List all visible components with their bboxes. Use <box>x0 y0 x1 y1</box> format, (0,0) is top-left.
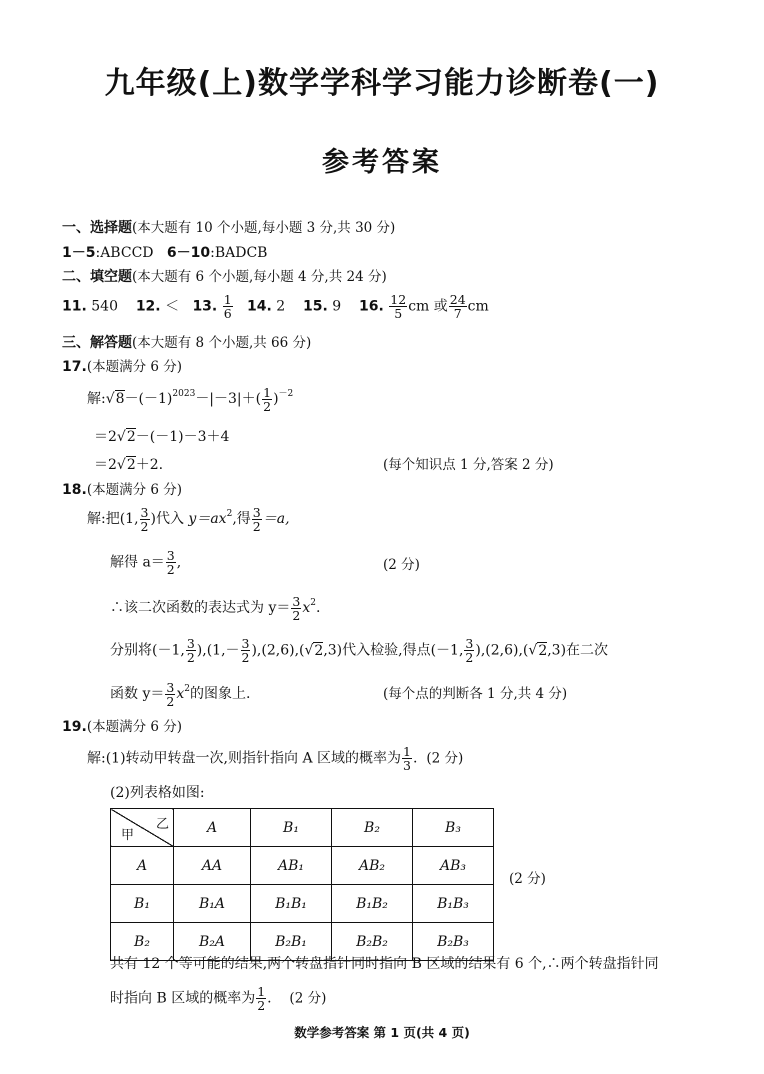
table-cell: B₂B₂ <box>332 923 413 961</box>
q18-label: 18. <box>62 482 87 498</box>
q18-header <box>62 481 182 499</box>
q18-l4-num-1: 3 <box>186 636 195 651</box>
section2-header <box>62 268 387 286</box>
section2-answers <box>62 293 489 320</box>
q19-score: (本题满分 6 分) <box>86 719 183 735</box>
q17-line-1: 解$:√8-(-1)^{2023}-|-3|+$( $\frac{1}{2}$ )$^{-2}$ <box>87 384 294 414</box>
row-header: B₁ <box>111 885 174 923</box>
q18-l5-den: 2 <box>166 693 175 709</box>
q16-fraction-1 <box>389 293 407 320</box>
col-header: B₁ <box>251 809 332 847</box>
q16-unit-1: cm 或 <box>408 298 448 315</box>
q17-exponent: 2023 <box>172 389 196 399</box>
q16-denominator-2: 7 <box>453 306 462 321</box>
q16-fraction-2 <box>449 293 467 320</box>
section3-header <box>62 334 311 352</box>
q14-answer: 2 <box>276 298 286 315</box>
q18-l1-func: y＝ax <box>188 511 227 527</box>
q17-header <box>62 358 182 376</box>
q18-l5-a: 函数 y＝ <box>110 686 165 702</box>
q18-l3-frac <box>291 595 301 622</box>
row-header: A <box>111 847 174 885</box>
probability-table <box>110 808 494 961</box>
q16-unit-2: cm <box>467 298 489 315</box>
q18-l4-c: ),(2,6),( <box>251 642 305 659</box>
q19-l4-den: 2 <box>257 998 266 1013</box>
header-left-label: 甲 <box>121 828 135 843</box>
q19-header <box>62 718 182 736</box>
q18-l4-b: ),(1,－ <box>196 642 240 659</box>
table-cell: AB₃ <box>413 847 494 885</box>
q19-line-3: 共有 12 个等可能的结果,两个转盘指针同时指向 B 区域的结果有 6 个,∴两个转盘指针同 <box>110 956 659 972</box>
q17-line-3: ＝2√2＋2. <box>94 457 164 473</box>
q18-l3-num: 3 <box>292 593 301 609</box>
q18-l2-b: , <box>176 554 182 571</box>
q18-l4-a: 分别将(－1, <box>110 642 185 659</box>
q13-label: 13. <box>192 298 218 315</box>
q18-l1-frac <box>140 506 150 533</box>
q17-score: (本题满分 6 分) <box>86 359 183 375</box>
q18-line-2 <box>110 549 181 576</box>
q19-l1-num: 1 <box>403 744 411 759</box>
section2-note: (本大题有 6 个小题,每小题 4 分,共 24 分) <box>132 269 387 285</box>
q19-label: 19. <box>62 719 87 735</box>
q19-l4-num: 1 <box>257 984 266 999</box>
section3-heading: 三、解答题 <box>62 335 132 351</box>
q16-numerator-2: 24 <box>449 292 466 307</box>
q18-l1-num-2: 3 <box>252 504 261 520</box>
q17-scoring-note: (每个知识点 1 分,答案 2 分) <box>383 457 554 473</box>
table-row <box>111 885 494 923</box>
q18-line-4: 分别将(－1, $\frac{3}{2}$ ),(1,－ $\frac{3}{2}$ ),(2,6),(√2,3)代入检验,得点(－1, $\frac{3}{2}$ ),(2,6),(√2,3)在二次 <box>110 636 609 665</box>
q18-l1-den-2: 2 <box>252 518 261 534</box>
q18-score: (本题满分 6 分) <box>86 482 183 498</box>
q13-denominator: 6 <box>223 306 232 321</box>
q18-l2-den: 2 <box>166 562 175 577</box>
section1-header <box>62 219 395 237</box>
page-title: 九年级(上)数学学科学习能力诊断卷(一) <box>104 66 660 101</box>
table-cell: AA <box>174 847 251 885</box>
q18-l1-f: ,得 <box>232 511 251 527</box>
q18-l1-i: ＝a, <box>262 511 290 527</box>
q18-l4-num-2: 3 <box>241 636 250 651</box>
q19-l4-b: . <box>267 990 272 1007</box>
q17-l2-a: ＝2 <box>94 429 117 445</box>
q18-l1-frac-2 <box>252 506 262 533</box>
q19-line-2: (2)列表格如图: <box>110 785 205 801</box>
q18-l3-exp: 2 <box>310 598 316 608</box>
q18-l4-den-2: 2 <box>241 650 250 665</box>
q18-l4-e: ,3)代入检验,得点(－1, <box>323 642 464 659</box>
q18-l4-radicand-2: 2 <box>538 642 548 659</box>
q17-line-2: ＝2√2－(－1)－3＋4 <box>94 429 230 445</box>
q18-l2-note: (2 分) <box>383 557 420 573</box>
q19-line-1 <box>87 745 463 772</box>
section1-note: (本大题有 10 个小题,每小题 3 分,共 30 分) <box>132 220 396 236</box>
q18-l3-x: x <box>302 600 311 616</box>
q19-l4-note: (2 分) <box>289 990 327 1007</box>
q19-l4-a: 时指向 B 区域的概率为 <box>110 990 256 1007</box>
q18-l1-den: 2 <box>140 518 149 534</box>
q17-l2-radicand: 2 <box>126 429 136 445</box>
table-cell: B₁B₃ <box>413 885 494 923</box>
section3-note: (本大题有 8 个小题,共 66 分) <box>132 335 312 351</box>
table-cell: B₂A <box>174 923 251 961</box>
q19-l1-note: (2 分) <box>426 750 464 767</box>
q18-l4-frac-3 <box>464 637 474 664</box>
q17-l3-a: ＝2 <box>94 457 117 473</box>
q18-line-5 <box>110 680 250 708</box>
q18-l1-exp: 2 <box>226 509 233 519</box>
q17-l3-rest: ＋2. <box>135 457 164 473</box>
q18-l2-num: 3 <box>166 548 175 563</box>
q18-l4-f: ),(2,6),( <box>475 642 529 659</box>
q17-exponent-2: －2 <box>278 389 294 399</box>
q15-label: 15. <box>303 298 328 315</box>
q14-label: 14. <box>247 298 272 315</box>
q17-solve-label: 解: <box>87 391 106 407</box>
header-top-label: 乙 <box>155 817 169 832</box>
q17-fraction <box>262 386 272 413</box>
q16-label: 16. <box>359 298 384 315</box>
table-row <box>111 847 494 885</box>
q18-l5-num: 3 <box>166 679 175 695</box>
q19-l1-den: 3 <box>403 758 411 773</box>
q17-l2-rest: －(－1)－3＋4 <box>135 429 230 445</box>
q18-l5-end: 的图象上. <box>189 686 251 702</box>
table-cell: B₁B₂ <box>332 885 413 923</box>
q18-l5-exp: 2 <box>184 684 190 694</box>
q18-l4-num-3: 3 <box>465 636 474 651</box>
q13-fraction <box>223 293 233 320</box>
q17-radicand: 8 <box>115 391 125 407</box>
answers-6-10-label: 6－10 <box>166 245 211 261</box>
table-cell: B₁B₁ <box>251 885 332 923</box>
q12-answer: ＜ <box>165 298 180 315</box>
col-header: B₂ <box>332 809 413 847</box>
q18-l4-den-1: 2 <box>186 650 195 665</box>
page-footer: 数学参考答案 第 1 页(共 4 页) <box>294 1025 470 1040</box>
q17-paren: ) <box>273 391 279 407</box>
answers-1-5-label: 1－5 <box>62 245 96 261</box>
q18-l1-num: 3 <box>140 504 149 520</box>
col-header: A <box>174 809 251 847</box>
q18-l2-frac <box>166 549 176 576</box>
q18-l5-x: x <box>176 686 185 702</box>
q18-l5-note: (每个点的判断各 1 分,共 4 分) <box>383 686 568 702</box>
q16-denominator-1: 5 <box>394 306 403 321</box>
table-cell: B₂B₁ <box>251 923 332 961</box>
q12-label: 12. <box>135 298 161 315</box>
q19-l1-frac <box>402 745 412 772</box>
table-cell: B₂B₃ <box>413 923 494 961</box>
q15-answer: 9 <box>332 298 342 315</box>
q16-numerator-1: 12 <box>390 292 407 307</box>
table-cell: AB₁ <box>251 847 332 885</box>
q18-l4-frac-2 <box>241 637 251 664</box>
q18-line-1 <box>87 505 290 533</box>
q18-l2-a: 解得 a＝ <box>110 554 165 571</box>
q19-l1-a: 解:(1)转动甲转盘一次,则指针指向 A 区域的概率为 <box>87 750 402 767</box>
q17-numerator: 1 <box>263 384 272 400</box>
q18-l1-b: )代入 <box>150 511 184 527</box>
q11-answer: 540 <box>91 298 118 315</box>
q18-l3-end: . <box>315 600 321 616</box>
q19-l4-frac <box>256 985 266 1012</box>
q19-l1-b: . <box>412 750 418 767</box>
table-header-row <box>111 809 494 847</box>
q17-denominator: 2 <box>263 398 272 414</box>
table-cell: AB₂ <box>332 847 413 885</box>
answers-1-5: :ABCCD <box>95 245 154 261</box>
q18-l3-den: 2 <box>292 607 301 623</box>
q18-line-3 <box>110 594 320 622</box>
q17-l3-radicand: 2 <box>126 457 136 473</box>
q18-l4-radicand: 2 <box>314 642 324 659</box>
q18-l3-a: ∴该二次函数的表达式为 y＝ <box>110 600 291 616</box>
section1-answers <box>62 244 267 262</box>
q13-numerator: 1 <box>223 292 232 307</box>
q19-line-4 <box>110 985 326 1012</box>
q11-label: 11. <box>62 298 87 315</box>
col-header: B₃ <box>413 809 494 847</box>
table-cell: B₁A <box>174 885 251 923</box>
q18-l5-frac <box>165 681 175 708</box>
q18-l4-g: ,3)在二次 <box>547 642 609 659</box>
table-corner-cell <box>111 809 174 847</box>
q18-l4-den-3: 2 <box>465 650 474 665</box>
page-subtitle: 参考答案 <box>322 147 442 178</box>
q18-l1-a: 解:把(1, <box>87 511 139 527</box>
section2-heading: 二、填空题 <box>62 269 132 285</box>
row-header: B₂ <box>111 923 174 961</box>
q17-label: 17. <box>62 359 87 375</box>
answers-6-10: :BADCB <box>210 245 268 261</box>
q17-term: －(－1) <box>124 391 173 407</box>
section1-heading: 一、选择题 <box>62 220 132 236</box>
table-score-note: (2 分) <box>509 871 546 887</box>
q18-l4-frac-1 <box>186 637 196 664</box>
q17-term-2: －|－3|＋( <box>195 391 262 407</box>
